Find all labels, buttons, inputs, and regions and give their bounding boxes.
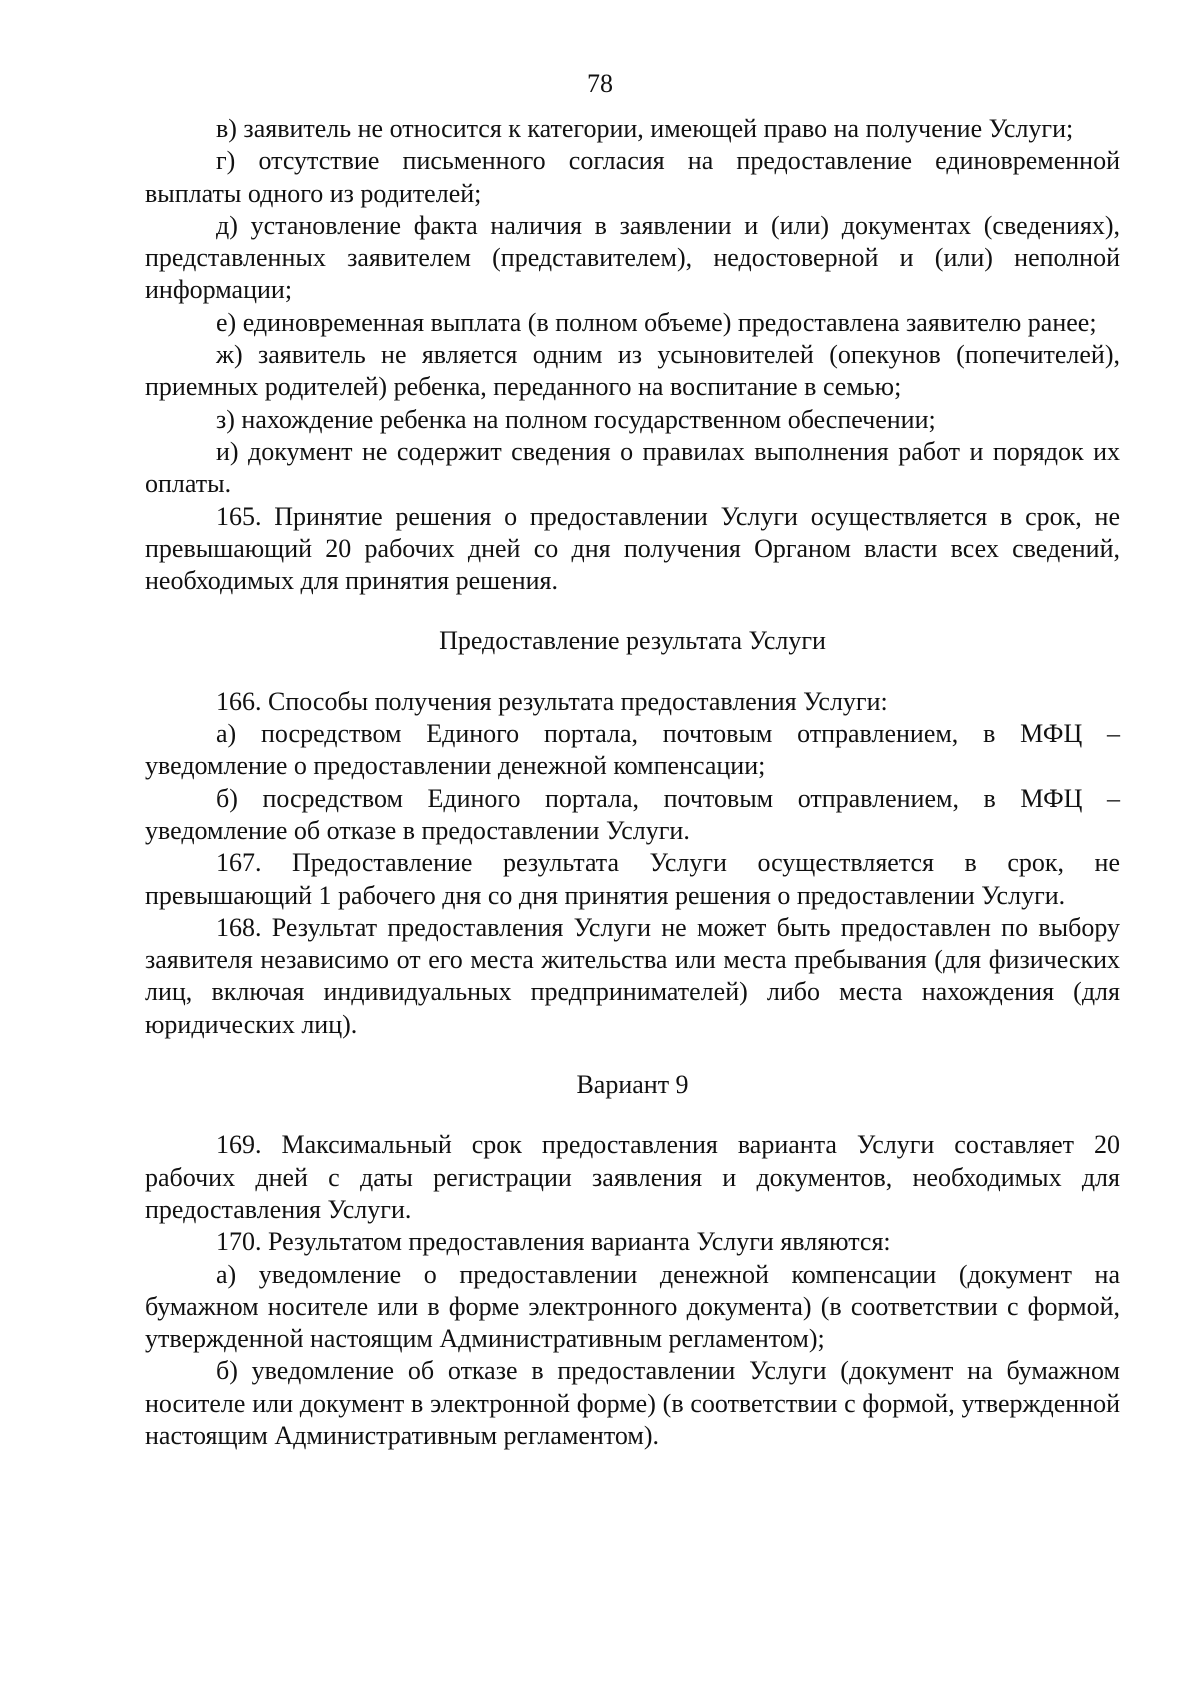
clause-170: 170. Результатом предоставления варианта Услуги являются:	[216, 1227, 891, 1257]
list-item-v: в) заявитель не относится к категории, имеющей право на получение Услуги;	[216, 114, 1074, 143]
list-item-d: д) установление факта наличия в заявлении и (или) документах (сведениях), представленных заявителем (представителем), недостоверной и (или) неполной информации;	[145, 210, 1120, 305]
list-item-z: з) нахождение ребенка на полном государственном обеспечении;	[216, 404, 936, 434]
list-item-a-result: а) уведомление о предоставлении денежной компенсации (документ на бумажном носителе или в форме электронного документа) (в соответствии с формой, утвержденной настоящим Административным регламентом);	[145, 1259, 1120, 1354]
section-heading-result: Предоставление результата Услуги	[439, 626, 826, 656]
document-body	[145, 113, 1120, 1452]
list-item-e: е) единовременная выплата (в полном объеме) предоставлена заявителю ранее;	[216, 307, 1097, 337]
list-item-b-result: б) уведомление об отказе в предоставлении Услуги (документ на бумажном носителе или документ в электронной форме) (в соответствии с формой, утвержденной настоящим Административным регламентом).	[145, 1356, 1120, 1450]
list-item-g: г) отсутствие письменного согласия на предоставление единовременной выплаты одного из родителей;	[145, 146, 1120, 208]
clause-165: 165. Принятие решения о предоставлении Услуги осуществляется в срок, не превышающий 20 рабочих дней со дня получения Органом власти всех сведений, необходимых для принятия решения.	[145, 501, 1120, 596]
list-item-b: б) посредством Единого портала, почтовым отправлением, в МФЦ – уведомление об отказе в предоставлении Услуги.	[145, 783, 1120, 845]
clause-168: 168. Результат предоставления Услуги не может быть предоставлен по выбору заявителя независимо от его места жительства или места пребывания (для физических лиц, включая индивидуальных предпринимателей) либо места нахождения (для юридических лиц).	[145, 912, 1120, 1039]
list-item-zh: ж) заявитель не является одним из усыновителей (опекунов (попечителей), приемных родителей) ребенка, переданного на воспитание в семью;	[145, 340, 1120, 402]
clause-166: 166. Способы получения результата предоставления Услуги:	[216, 686, 888, 716]
list-item-i: и) документ не содержит сведения о правилах выполнения работ и порядок их оплаты.	[145, 436, 1120, 499]
clause-167: 167. Предоставление результата Услуги осуществляется в срок, не превышающий 1 рабочего дня со дня принятия решения о предоставлении Услуги.	[145, 848, 1120, 910]
list-item-a: а) посредством Единого портала, почтовым отправлением, в МФЦ – уведомление о предоставлении денежной компенсации;	[145, 719, 1120, 781]
clause-169: 169. Максимальный срок предоставления варианта Услуги составляет 20 рабочих дней с даты регистрации заявления и документов, необходимых для предоставления Услуги.	[145, 1130, 1120, 1224]
section-heading-variant-9: Вариант 9	[576, 1070, 689, 1100]
page-number: 78	[587, 69, 613, 98]
